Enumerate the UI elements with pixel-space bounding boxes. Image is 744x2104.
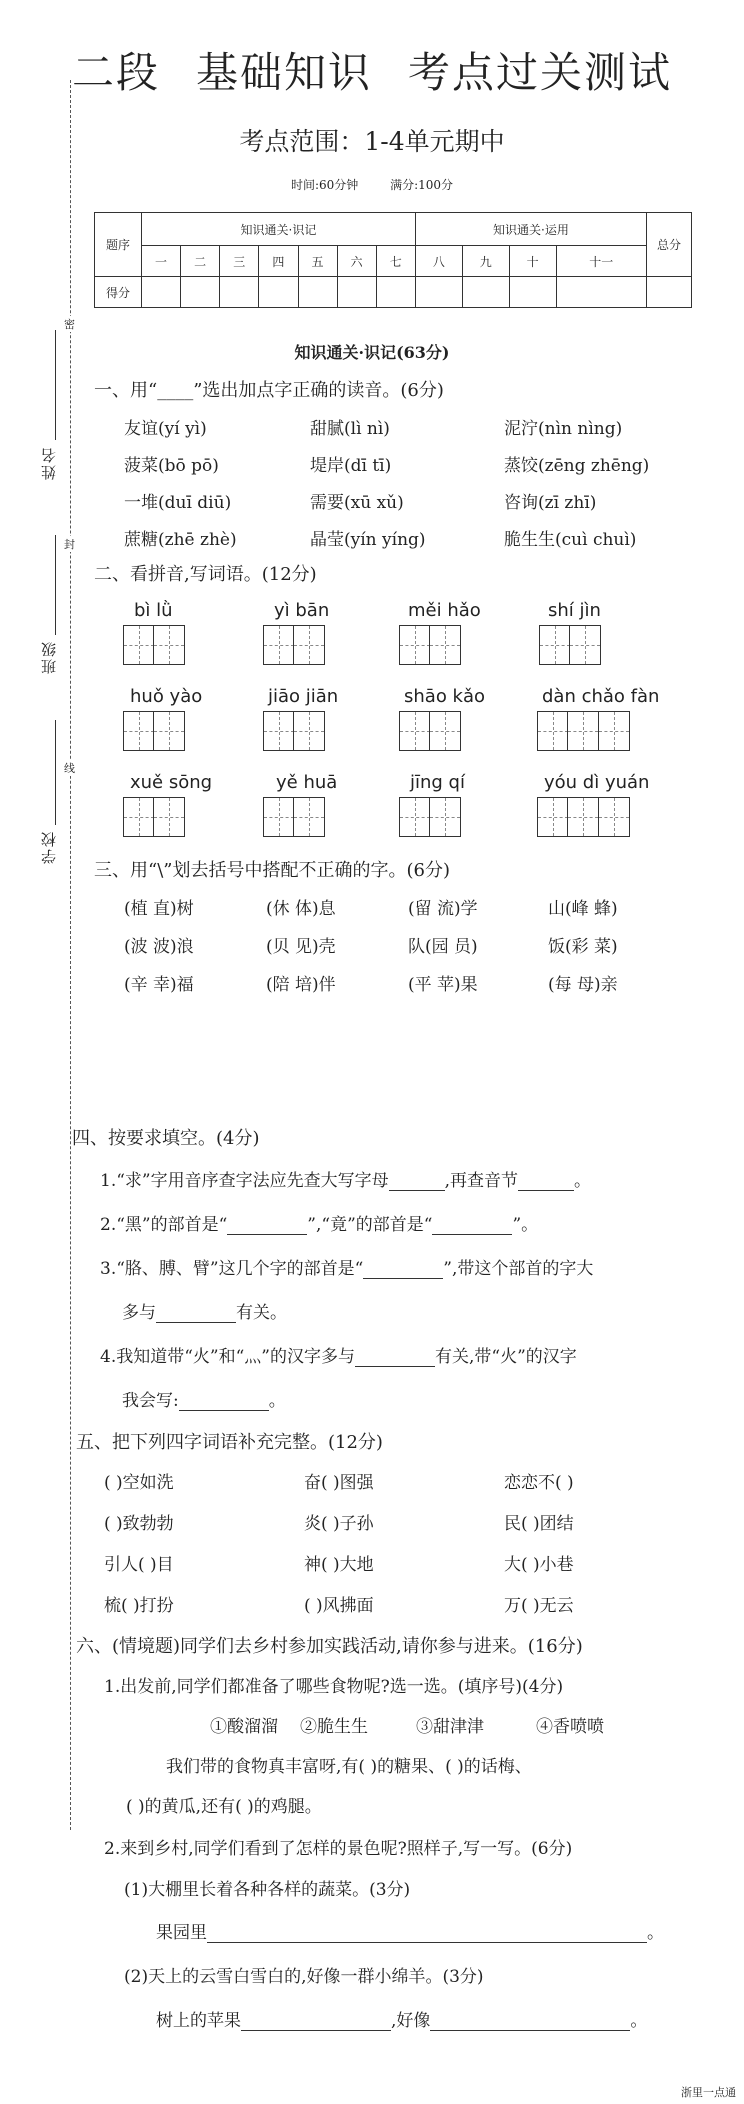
answer-blank[interactable] — [432, 1216, 512, 1235]
q3-item[interactable]: (休 体)息 — [266, 899, 336, 919]
answer-blank[interactable] — [207, 1924, 647, 1943]
col-num: 八 — [415, 246, 462, 277]
q5-item[interactable]: ( )空如洗 — [104, 1473, 174, 1493]
q4-text: 。 — [268, 1391, 286, 1411]
q5-item[interactable]: ( )致勃勃 — [104, 1514, 174, 1534]
tian-box[interactable] — [537, 711, 569, 751]
q4-prompt: 四、按要求填空。(4分) — [72, 1128, 260, 1149]
pinyin-text: yě huā — [276, 772, 338, 793]
answer-blank[interactable] — [156, 1304, 236, 1323]
q4-line1 — [100, 1166, 591, 1191]
q3-item[interactable]: (平 苹)果 — [408, 975, 478, 995]
q1-item[interactable]: 友谊(yí yì) — [124, 419, 207, 439]
tian-box[interactable] — [293, 625, 325, 665]
page-title — [0, 40, 744, 100]
q5-item[interactable]: 炎( )子孙 — [304, 1514, 374, 1534]
q4-text: 我会写: — [122, 1391, 179, 1411]
q4-text: ”,带这个部首的字大 — [443, 1259, 594, 1279]
q1-item[interactable]: 蔗糖(zhē zhè) — [124, 530, 237, 550]
answer-blank[interactable] — [355, 1348, 435, 1367]
pinyin-text: yóu dì yuán — [544, 772, 650, 793]
pinyin-group — [264, 686, 338, 751]
tian-box[interactable] — [598, 797, 630, 837]
q4-text: 。 — [574, 1171, 592, 1191]
q6-sub2: 2.来到乡村,同学们看到了怎样的景色呢?照样子,写一写。(6分) — [104, 1839, 573, 1859]
tian-box[interactable] — [153, 711, 185, 751]
q1-item[interactable]: 菠菜(bō pō) — [124, 456, 219, 476]
q4-text: ”,“竟”的部首是“ — [307, 1215, 433, 1235]
score-cell[interactable] — [298, 277, 337, 308]
tian-box[interactable] — [399, 711, 431, 751]
tian-box[interactable] — [429, 625, 461, 665]
q6-sub2-2: (2)天上的云雪白雪白的,好像一群小绵羊。(3分) — [124, 1967, 484, 1987]
tian-box[interactable] — [293, 711, 325, 751]
tian-box[interactable] — [123, 711, 155, 751]
pinyin-text: xuě sōng — [130, 772, 213, 793]
q6-lead-text: 树上的苹果 — [156, 2011, 241, 2031]
q6-mid-text: ,好像 — [391, 2011, 431, 2031]
q3-item[interactable]: 队(园 员) — [408, 937, 478, 957]
pinyin-group — [538, 772, 649, 837]
q4-text: 4.我知道带“火”和“灬”的汉字多与 — [100, 1347, 355, 1367]
pinyin-group — [538, 686, 659, 751]
pinyin-group — [264, 772, 337, 837]
q4-line4 — [100, 1342, 577, 1367]
tian-box[interactable] — [569, 625, 601, 665]
q3-item[interactable]: (留 流)学 — [408, 899, 478, 919]
q6-prompt: 六、(情境题)同学们去乡村参加实践活动,请你参与进来。(16分) — [76, 1636, 583, 1657]
q4-text: ,再查音节 — [444, 1171, 519, 1191]
q4-text: 有关,带“火”的汉字 — [434, 1347, 577, 1367]
score-cell[interactable] — [142, 277, 181, 308]
q3-item[interactable]: (辛 幸)福 — [124, 975, 194, 995]
q5-item[interactable]: 梳( )打扮 — [104, 1596, 174, 1616]
score-cell[interactable] — [337, 277, 376, 308]
q6-end-text: 。 — [647, 1923, 664, 1943]
q3-item[interactable]: (植 直)树 — [124, 899, 194, 919]
time-score-line — [0, 176, 744, 193]
name-label: 姓名 — [40, 446, 58, 480]
col-num: 十一 — [556, 246, 646, 277]
col-num: 二 — [181, 246, 220, 277]
q5-item[interactable]: 恋恋不( ) — [504, 1473, 574, 1493]
col-num: 一 — [142, 246, 181, 277]
q4-line4b — [122, 1386, 286, 1411]
score-cell[interactable] — [509, 277, 556, 308]
pinyin-group — [124, 772, 212, 837]
section-title: 知识通关·识记(63分) — [294, 343, 450, 362]
binding-mark-bottom: 线 — [64, 762, 75, 775]
tian-box[interactable] — [429, 797, 461, 837]
col-question: 题序 — [95, 213, 142, 277]
col-num: 六 — [337, 246, 376, 277]
time-text: 时间:60分钟 — [290, 178, 359, 192]
q3-item[interactable]: 饭(彩 菜) — [548, 937, 618, 957]
tian-box[interactable] — [263, 797, 295, 837]
q3-item[interactable]: (贝 见)壳 — [266, 937, 336, 957]
pinyin-text: jīng qí — [410, 772, 465, 793]
q3-item[interactable]: (波 波)浪 — [124, 937, 194, 957]
answer-blank[interactable] — [518, 1172, 574, 1191]
tian-box[interactable] — [399, 797, 431, 837]
col-num: 七 — [376, 246, 415, 277]
school-label: 学校 — [40, 830, 58, 864]
q6-sub2-2-answer — [156, 2006, 647, 2031]
answer-blank[interactable] — [430, 2012, 630, 2031]
pinyin-text: měi hǎo — [408, 600, 481, 621]
answer-blank[interactable] — [179, 1392, 269, 1411]
q6-option: ③甜津津 — [416, 1717, 484, 1737]
tian-box[interactable] — [539, 625, 571, 665]
binding-mark-top: 密 — [64, 318, 75, 331]
pinyin-text: yì bān — [274, 600, 330, 621]
q5-item[interactable]: 神( )大地 — [304, 1555, 374, 1575]
answer-blank[interactable] — [389, 1172, 445, 1191]
class-label: 班级 — [40, 640, 58, 674]
q6-option: ④香喷喷 — [536, 1717, 604, 1737]
answer-blank[interactable] — [227, 1216, 307, 1235]
q2-prompt: 二、看拼音,写词语。(12分) — [94, 564, 317, 585]
q4-text: 2.“黑”的部首是“ — [100, 1215, 228, 1235]
q5-item[interactable]: 引人( )目 — [104, 1555, 174, 1575]
tian-box[interactable] — [429, 711, 461, 751]
score-cell[interactable] — [647, 277, 692, 308]
tian-box[interactable] — [537, 797, 569, 837]
tian-box[interactable] — [123, 797, 155, 837]
pinyin-text: jiāo jiān — [268, 686, 339, 707]
q1-item[interactable]: 咨询(zī zhī) — [504, 493, 597, 513]
tian-box[interactable] — [153, 625, 185, 665]
pinyin-group — [264, 600, 329, 665]
tian-box[interactable] — [399, 625, 431, 665]
q6-sub1-line1[interactable]: 我们带的食物真丰富呀,有( )的糖果、( )的话梅、 — [166, 1757, 532, 1777]
q5-prompt: 五、把下列四字词语补充完整。(12分) — [76, 1432, 383, 1453]
tian-box[interactable] — [153, 797, 185, 837]
q4-text: 有关。 — [236, 1303, 287, 1323]
q5-item[interactable]: 大( )小巷 — [504, 1555, 574, 1575]
q6-sub2-1: (1)大棚里长着各种各样的蔬菜。(3分) — [124, 1880, 411, 1900]
pinyin-group — [540, 600, 601, 665]
class-line[interactable] — [55, 535, 56, 635]
answer-blank[interactable] — [241, 2012, 391, 2031]
total-header: 总分 — [647, 213, 692, 277]
q6-end-text: 。 — [630, 2011, 648, 2031]
subtitle: 考点范围：1-4单元期中 — [239, 127, 505, 156]
pinyin-group — [124, 686, 202, 751]
pinyin-text: bì lǜ — [134, 600, 173, 621]
group1-header: 知识通关·识记 — [142, 213, 416, 246]
tian-box[interactable] — [567, 711, 599, 751]
q6-option: ②脆生生 — [300, 1717, 368, 1737]
score-cell[interactable] — [376, 277, 415, 308]
footer-watermark: 浙里一点通 — [681, 2086, 736, 2099]
binding-mark-mid: 封 — [64, 538, 75, 551]
score-cell[interactable] — [259, 277, 298, 308]
school-line[interactable] — [55, 720, 56, 825]
q5-item[interactable]: 万( )无云 — [504, 1596, 574, 1616]
q1-item[interactable]: 脆生生(cuì chuì) — [504, 530, 637, 550]
q4-text: 1.“求”字用音序查字法应先查大写字母 — [100, 1171, 389, 1191]
q4-text: ”。 — [512, 1215, 539, 1235]
col-num: 三 — [220, 246, 259, 277]
q4-line3 — [100, 1254, 593, 1279]
pinyin-group — [400, 772, 465, 837]
q3-item[interactable]: (陪 培)伴 — [266, 975, 336, 995]
q1-item[interactable]: 堤岸(dī tī) — [310, 456, 392, 476]
tian-box[interactable] — [263, 625, 295, 665]
q5-item[interactable]: ( )风拂面 — [304, 1596, 374, 1616]
pinyin-text: shí jìn — [548, 600, 601, 621]
score-cell[interactable] — [220, 277, 259, 308]
pinyin-group — [400, 686, 485, 751]
pinyin-text: shāo kǎo — [404, 686, 486, 707]
q5-item[interactable]: 民( )团结 — [504, 1514, 574, 1534]
q6-sub1: 1.出发前,同学们都准备了哪些食物呢?选一选。(填序号)(4分) — [104, 1677, 564, 1697]
row-score-label: 得分 — [95, 277, 142, 308]
answer-blank[interactable] — [363, 1260, 443, 1279]
score-cell[interactable] — [556, 277, 646, 308]
score-cell[interactable] — [181, 277, 220, 308]
q3-prompt: 三、用“\”划去括号中搭配不正确的字。(6分) — [94, 860, 450, 881]
col-num: 五 — [298, 246, 337, 277]
full-score-text: 满分:100分 — [390, 178, 454, 192]
q1-item[interactable]: 蒸饺(zēng zhēng) — [504, 456, 650, 476]
score-table — [94, 212, 692, 308]
q4-line2 — [100, 1210, 538, 1235]
q1-prompt: 一、用“____”选出加点字正确的读音。(6分) — [94, 380, 444, 401]
q1-item[interactable]: 甜腻(lì nì) — [310, 419, 390, 439]
tian-box[interactable] — [123, 625, 155, 665]
tian-box[interactable] — [263, 711, 295, 751]
col-num: 四 — [259, 246, 298, 277]
tian-box[interactable] — [598, 711, 630, 751]
q1-item[interactable]: 泥泞(nìn nìng) — [504, 419, 623, 439]
pinyin-text: huǒ yào — [130, 686, 203, 707]
col-num: 十 — [509, 246, 556, 277]
q1-item[interactable]: 晶莹(yín yíng) — [310, 530, 426, 550]
score-cell[interactable] — [415, 277, 462, 308]
q6-option: ①酸溜溜 — [210, 1717, 278, 1737]
tian-box[interactable] — [293, 797, 325, 837]
q5-item[interactable]: 奋( )图强 — [304, 1473, 374, 1493]
q1-item[interactable]: 一堆(duī diū) — [124, 493, 232, 513]
q1-item[interactable]: 需要(xū xǔ) — [310, 493, 404, 513]
tian-box[interactable] — [567, 797, 599, 837]
q4-text: 多与 — [122, 1303, 156, 1323]
title-part-2: 基础知识 — [195, 48, 372, 97]
q6-sub2-1-answer — [156, 1918, 664, 1943]
q4-line3b — [122, 1298, 287, 1323]
group2-header: 知识通关·运用 — [415, 213, 646, 246]
pinyin-group — [124, 600, 185, 665]
q4-text: 3.“胳、膊、臂”这几个字的部首是“ — [100, 1259, 364, 1279]
q3-item[interactable]: 山(峰 蜂) — [548, 899, 618, 919]
q6-sub1-line2[interactable]: ( )的黄瓜,还有( )的鸡腿。 — [126, 1797, 322, 1817]
title-part-1: 二段 — [71, 48, 160, 97]
pinyin-group — [400, 600, 481, 665]
col-num: 九 — [462, 246, 509, 277]
pinyin-text: dàn chǎo fàn — [542, 686, 660, 707]
q6-lead-text: 果园里 — [156, 1923, 207, 1943]
score-cell[interactable] — [462, 277, 509, 308]
q3-item[interactable]: (每 母)亲 — [548, 975, 618, 995]
title-part-3: 考点过关测试 — [408, 48, 673, 97]
